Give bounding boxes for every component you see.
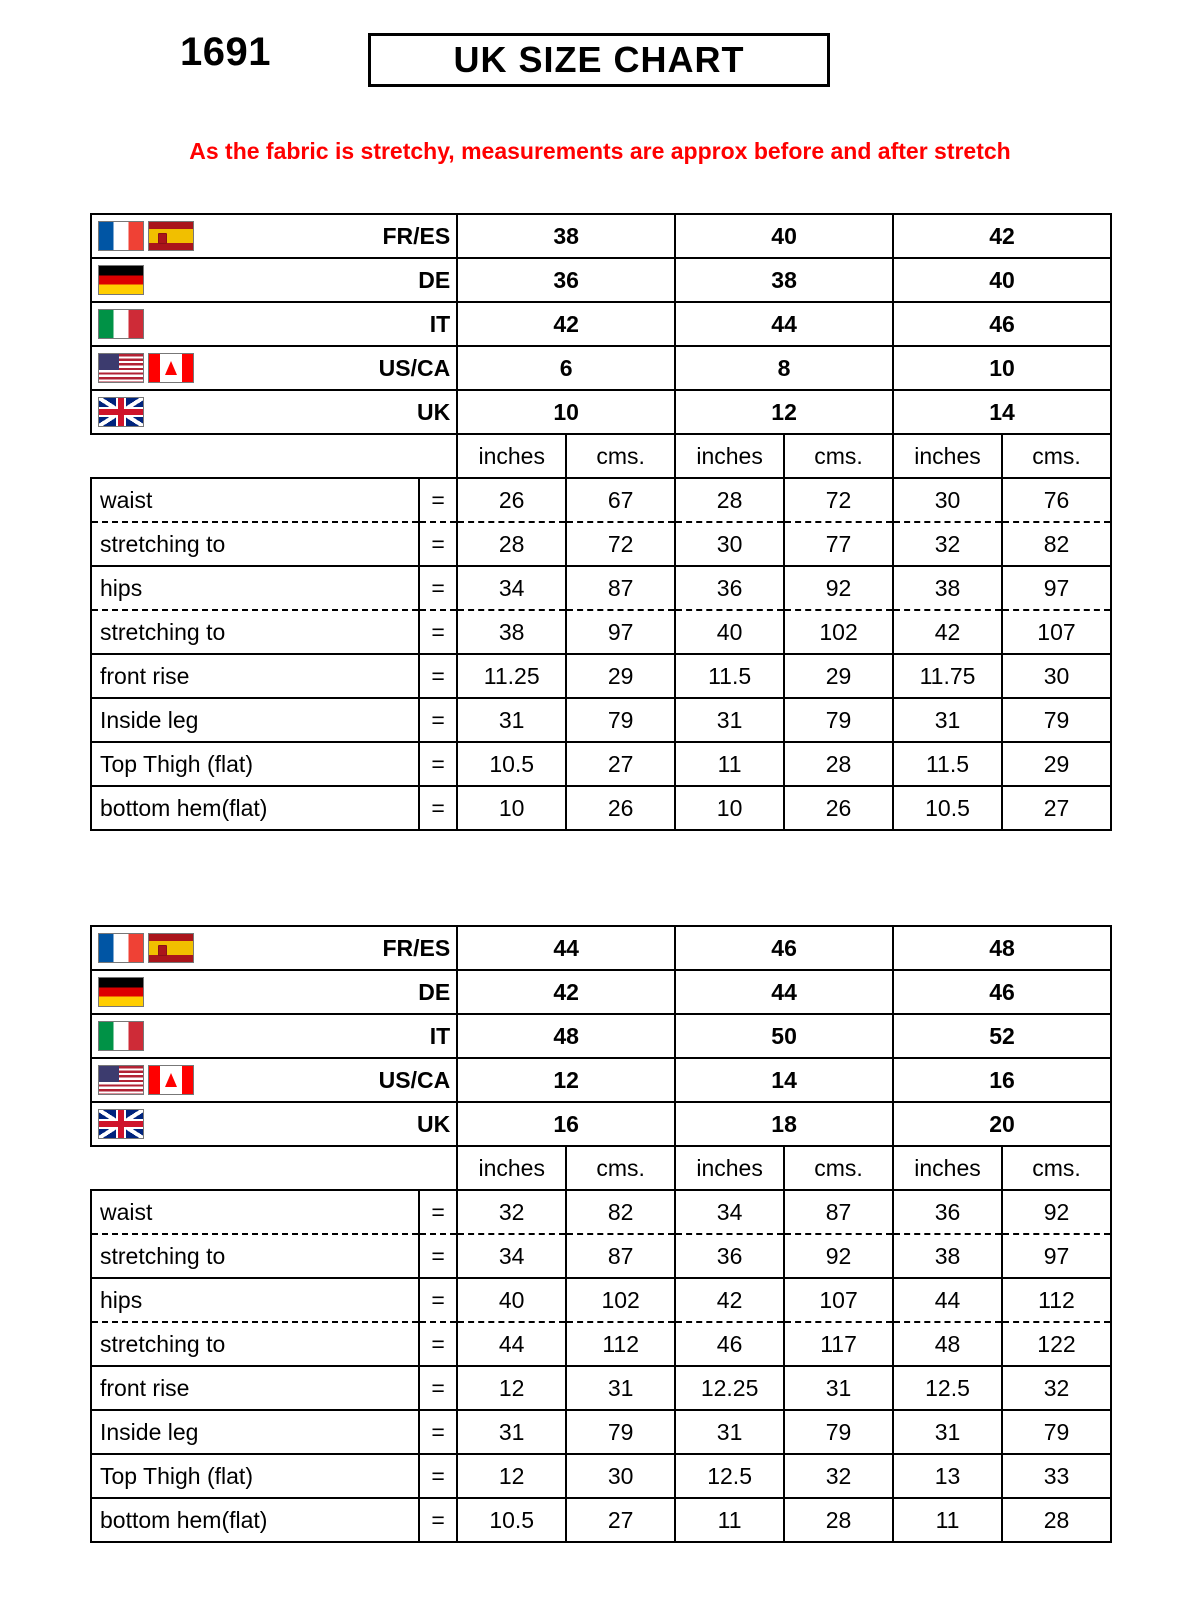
units-row bbox=[91, 1146, 1111, 1190]
measurement-label: hips bbox=[91, 566, 419, 610]
measurement-inches: 28 bbox=[675, 478, 784, 522]
measurement-label: stretching to bbox=[91, 1322, 419, 1366]
size-value-cell: 10 bbox=[893, 346, 1111, 390]
measurement-cms: 117 bbox=[784, 1322, 893, 1366]
measurement-label: waist bbox=[91, 478, 419, 522]
size-value-cell: 14 bbox=[675, 1058, 893, 1102]
flag-canada-icon bbox=[148, 1065, 194, 1095]
region-label-cell bbox=[91, 346, 457, 390]
flag-uk-icon bbox=[98, 397, 144, 427]
measurement-row bbox=[91, 1498, 1111, 1542]
measurement-inches: 11.5 bbox=[893, 742, 1002, 786]
size-value-cell: 38 bbox=[457, 214, 675, 258]
measurement-cms: 107 bbox=[1002, 610, 1111, 654]
measurement-label: front rise bbox=[91, 1366, 419, 1410]
size-value-cell: 40 bbox=[675, 214, 893, 258]
unit-header-inches: inches bbox=[675, 1146, 784, 1190]
measurement-inches: 12 bbox=[457, 1454, 566, 1498]
measurement-cms: 92 bbox=[1002, 1190, 1111, 1234]
region-row-de bbox=[91, 258, 1111, 302]
equals-symbol: = bbox=[419, 786, 457, 830]
region-flags bbox=[98, 1103, 144, 1145]
measurement-label: Top Thigh (flat) bbox=[91, 1454, 419, 1498]
measurement-cms: 87 bbox=[566, 566, 675, 610]
flag-italy-icon bbox=[98, 309, 144, 339]
size-value-cell: 44 bbox=[675, 302, 893, 346]
measurement-cms: 92 bbox=[784, 566, 893, 610]
measurement-cms: 112 bbox=[1002, 1278, 1111, 1322]
measurement-cms: 79 bbox=[566, 1410, 675, 1454]
measurement-inches: 46 bbox=[675, 1322, 784, 1366]
equals-symbol: = bbox=[419, 566, 457, 610]
measurement-label: Inside leg bbox=[91, 1410, 419, 1454]
measurement-inches: 31 bbox=[893, 698, 1002, 742]
stretch-notice: As the fabric is stretchy, measurements are approx before and after stretch bbox=[189, 138, 1011, 164]
measurement-cms: 77 bbox=[784, 522, 893, 566]
measurement-cms: 87 bbox=[784, 1190, 893, 1234]
measurement-cms: 72 bbox=[566, 522, 675, 566]
size-value-cell: 44 bbox=[457, 926, 675, 970]
measurement-cms: 28 bbox=[784, 1498, 893, 1542]
measurement-cms: 112 bbox=[566, 1322, 675, 1366]
region-row-fr-es bbox=[91, 214, 1111, 258]
size-value-cell: 8 bbox=[675, 346, 893, 390]
measurement-row bbox=[91, 1366, 1111, 1410]
region-label-text: UK bbox=[416, 398, 451, 425]
region-row-it bbox=[91, 1014, 1111, 1058]
measurement-row bbox=[91, 698, 1111, 742]
size-value-cell: 16 bbox=[457, 1102, 675, 1146]
unit-header-cms: cms. bbox=[566, 434, 675, 478]
measurement-cms: 26 bbox=[566, 786, 675, 830]
measurement-cms: 28 bbox=[1002, 1498, 1111, 1542]
measurement-inches: 36 bbox=[893, 1190, 1002, 1234]
equals-symbol: = bbox=[419, 1234, 457, 1278]
measurement-row bbox=[91, 786, 1111, 830]
measurement-cms: 79 bbox=[784, 1410, 893, 1454]
unit-header-cms: cms. bbox=[1002, 434, 1111, 478]
measurement-cms: 72 bbox=[784, 478, 893, 522]
measurement-cms: 107 bbox=[784, 1278, 893, 1322]
measurement-cms: 31 bbox=[784, 1366, 893, 1410]
measurement-inches: 42 bbox=[893, 610, 1002, 654]
region-flags bbox=[98, 215, 194, 257]
measurement-cms: 30 bbox=[566, 1454, 675, 1498]
equals-symbol: = bbox=[419, 1322, 457, 1366]
measurement-cms: 79 bbox=[566, 698, 675, 742]
measurement-row bbox=[91, 1234, 1111, 1278]
measurement-row bbox=[91, 1454, 1111, 1498]
measurement-inches: 12.25 bbox=[675, 1366, 784, 1410]
measurement-row bbox=[91, 742, 1111, 786]
measurement-label: Top Thigh (flat) bbox=[91, 742, 419, 786]
measurement-cms: 32 bbox=[1002, 1366, 1111, 1410]
region-label-text: IT bbox=[429, 1022, 451, 1049]
measurement-inches: 38 bbox=[457, 610, 566, 654]
region-label-cell bbox=[91, 302, 457, 346]
measurement-inches: 32 bbox=[893, 522, 1002, 566]
document-number: 1691 bbox=[180, 30, 271, 74]
measurement-inches: 44 bbox=[457, 1322, 566, 1366]
unit-header-inches: inches bbox=[457, 1146, 566, 1190]
region-label-text: US/CA bbox=[378, 1066, 451, 1093]
measurement-cms: 27 bbox=[1002, 786, 1111, 830]
region-label-text: IT bbox=[429, 310, 451, 337]
measurement-cms: 82 bbox=[566, 1190, 675, 1234]
unit-header-cms: cms. bbox=[566, 1146, 675, 1190]
region-flags bbox=[98, 347, 194, 389]
measurement-inches: 38 bbox=[893, 566, 1002, 610]
flag-canada-icon bbox=[148, 353, 194, 383]
size-value-cell: 12 bbox=[675, 390, 893, 434]
measurement-label: waist bbox=[91, 1190, 419, 1234]
measurement-inches: 11.75 bbox=[893, 654, 1002, 698]
unit-header-inches: inches bbox=[893, 1146, 1002, 1190]
measurement-cms: 97 bbox=[1002, 566, 1111, 610]
measurement-cms: 97 bbox=[566, 610, 675, 654]
measurement-inches: 40 bbox=[675, 610, 784, 654]
region-label-text: FR/ES bbox=[382, 222, 451, 249]
flag-germany-icon bbox=[98, 977, 144, 1007]
measurement-cms: 82 bbox=[1002, 522, 1111, 566]
unit-header-inches: inches bbox=[893, 434, 1002, 478]
measurement-label: Inside leg bbox=[91, 698, 419, 742]
flag-uk-icon bbox=[98, 1109, 144, 1139]
flag-france-icon bbox=[98, 221, 144, 251]
region-flags bbox=[98, 303, 144, 345]
measurement-inches: 34 bbox=[457, 1234, 566, 1278]
measurement-inches: 11 bbox=[675, 742, 784, 786]
size-chart-block-2 bbox=[90, 925, 1112, 1543]
equals-symbol: = bbox=[419, 654, 457, 698]
measurement-inches: 10.5 bbox=[457, 1498, 566, 1542]
measurement-inches: 12 bbox=[457, 1366, 566, 1410]
region-label-cell bbox=[91, 1102, 457, 1146]
measurement-inches: 34 bbox=[675, 1190, 784, 1234]
region-label-cell bbox=[91, 1058, 457, 1102]
measurement-inches: 12.5 bbox=[675, 1454, 784, 1498]
measurement-inches: 13 bbox=[893, 1454, 1002, 1498]
measurement-cms: 27 bbox=[566, 742, 675, 786]
region-row-uk bbox=[91, 390, 1111, 434]
measurement-cms: 102 bbox=[784, 610, 893, 654]
measurement-cms: 87 bbox=[566, 1234, 675, 1278]
measurement-inches: 36 bbox=[675, 1234, 784, 1278]
size-table bbox=[90, 213, 1112, 831]
flag-spain-icon bbox=[148, 221, 194, 251]
size-value-cell: 52 bbox=[893, 1014, 1111, 1058]
units-row-spacer bbox=[91, 1146, 457, 1190]
region-flags bbox=[98, 971, 144, 1013]
measurement-cms: 28 bbox=[784, 742, 893, 786]
measurement-inches: 26 bbox=[457, 478, 566, 522]
measurement-row bbox=[91, 1190, 1111, 1234]
equals-symbol: = bbox=[419, 610, 457, 654]
measurement-cms: 29 bbox=[1002, 742, 1111, 786]
equals-symbol: = bbox=[419, 522, 457, 566]
measurement-label: bottom hem(flat) bbox=[91, 1498, 419, 1542]
measurement-cms: 29 bbox=[784, 654, 893, 698]
region-label-cell bbox=[91, 970, 457, 1014]
equals-symbol: = bbox=[419, 1498, 457, 1542]
measurement-inches: 32 bbox=[457, 1190, 566, 1234]
measurement-cms: 102 bbox=[566, 1278, 675, 1322]
equals-symbol: = bbox=[419, 1190, 457, 1234]
measurement-inches: 34 bbox=[457, 566, 566, 610]
measurement-inches: 31 bbox=[675, 1410, 784, 1454]
region-flags bbox=[98, 1015, 144, 1057]
equals-symbol: = bbox=[419, 1410, 457, 1454]
flag-spain-icon bbox=[148, 933, 194, 963]
flag-usa-icon bbox=[98, 1065, 144, 1095]
measurement-inches: 11.5 bbox=[675, 654, 784, 698]
size-value-cell: 36 bbox=[457, 258, 675, 302]
measurement-row bbox=[91, 566, 1111, 610]
unit-header-cms: cms. bbox=[784, 1146, 893, 1190]
size-value-cell: 10 bbox=[457, 390, 675, 434]
measurement-inches: 10.5 bbox=[457, 742, 566, 786]
measurement-label: hips bbox=[91, 1278, 419, 1322]
measurement-label: stretching to bbox=[91, 522, 419, 566]
measurement-label: stretching to bbox=[91, 610, 419, 654]
size-value-cell: 14 bbox=[893, 390, 1111, 434]
measurement-cms: 33 bbox=[1002, 1454, 1111, 1498]
measurement-cms: 27 bbox=[566, 1498, 675, 1542]
measurement-row bbox=[91, 1322, 1111, 1366]
region-row-fr-es bbox=[91, 926, 1111, 970]
size-value-cell: 40 bbox=[893, 258, 1111, 302]
region-flags bbox=[98, 259, 144, 301]
unit-header-inches: inches bbox=[457, 434, 566, 478]
region-label-text: US/CA bbox=[378, 354, 451, 381]
flag-france-icon bbox=[98, 933, 144, 963]
region-label-cell bbox=[91, 258, 457, 302]
size-value-cell: 42 bbox=[457, 970, 675, 1014]
size-value-cell: 16 bbox=[893, 1058, 1111, 1102]
measurement-inches: 40 bbox=[457, 1278, 566, 1322]
units-row bbox=[91, 434, 1111, 478]
measurement-row bbox=[91, 1410, 1111, 1454]
region-label-text: FR/ES bbox=[382, 934, 451, 961]
measurement-cms: 79 bbox=[784, 698, 893, 742]
region-label-cell bbox=[91, 1014, 457, 1058]
unit-header-inches: inches bbox=[675, 434, 784, 478]
measurement-label: bottom hem(flat) bbox=[91, 786, 419, 830]
measurement-cms: 79 bbox=[1002, 1410, 1111, 1454]
measurement-inches: 30 bbox=[675, 522, 784, 566]
measurement-inches: 44 bbox=[893, 1278, 1002, 1322]
size-value-cell: 48 bbox=[893, 926, 1111, 970]
measurement-inches: 10.5 bbox=[893, 786, 1002, 830]
measurement-inches: 11 bbox=[675, 1498, 784, 1542]
region-flags bbox=[98, 391, 144, 433]
size-value-cell: 50 bbox=[675, 1014, 893, 1058]
region-row-de bbox=[91, 970, 1111, 1014]
measurement-label: front rise bbox=[91, 654, 419, 698]
equals-symbol: = bbox=[419, 1278, 457, 1322]
units-row-spacer bbox=[91, 434, 457, 478]
size-value-cell: 42 bbox=[893, 214, 1111, 258]
measurement-inches: 36 bbox=[675, 566, 784, 610]
region-row-us-ca bbox=[91, 1058, 1111, 1102]
size-value-cell: 44 bbox=[675, 970, 893, 1014]
measurement-inches: 31 bbox=[457, 1410, 566, 1454]
region-row-it bbox=[91, 302, 1111, 346]
region-row-us-ca bbox=[91, 346, 1111, 390]
measurement-row bbox=[91, 478, 1111, 522]
measurement-inches: 48 bbox=[893, 1322, 1002, 1366]
unit-header-cms: cms. bbox=[784, 434, 893, 478]
size-value-cell: 12 bbox=[457, 1058, 675, 1102]
region-label-text: DE bbox=[418, 266, 451, 293]
equals-symbol: = bbox=[419, 478, 457, 522]
flag-italy-icon bbox=[98, 1021, 144, 1051]
equals-symbol: = bbox=[419, 698, 457, 742]
measurement-row bbox=[91, 654, 1111, 698]
size-value-cell: 38 bbox=[675, 258, 893, 302]
measurement-cms: 29 bbox=[566, 654, 675, 698]
size-chart-block-1 bbox=[90, 213, 1112, 831]
measurement-label: stretching to bbox=[91, 1234, 419, 1278]
measurement-inches: 31 bbox=[893, 1410, 1002, 1454]
measurement-row bbox=[91, 522, 1111, 566]
measurement-inches: 38 bbox=[893, 1234, 1002, 1278]
region-label-cell bbox=[91, 390, 457, 434]
size-value-cell: 20 bbox=[893, 1102, 1111, 1146]
measurement-cms: 30 bbox=[1002, 654, 1111, 698]
size-value-cell: 18 bbox=[675, 1102, 893, 1146]
size-value-cell: 46 bbox=[675, 926, 893, 970]
measurement-cms: 92 bbox=[784, 1234, 893, 1278]
measurement-inches: 10 bbox=[675, 786, 784, 830]
region-flags bbox=[98, 927, 194, 969]
size-value-cell: 48 bbox=[457, 1014, 675, 1058]
measurement-inches: 30 bbox=[893, 478, 1002, 522]
measurement-cms: 122 bbox=[1002, 1322, 1111, 1366]
region-label-text: UK bbox=[416, 1110, 451, 1137]
size-value-cell: 46 bbox=[893, 302, 1111, 346]
measurement-cms: 67 bbox=[566, 478, 675, 522]
measurement-inches: 31 bbox=[675, 698, 784, 742]
equals-symbol: = bbox=[419, 1454, 457, 1498]
measurement-cms: 31 bbox=[566, 1366, 675, 1410]
measurement-cms: 32 bbox=[784, 1454, 893, 1498]
measurement-inches: 31 bbox=[457, 698, 566, 742]
size-value-cell: 46 bbox=[893, 970, 1111, 1014]
region-flags bbox=[98, 1059, 194, 1101]
region-label-cell bbox=[91, 214, 457, 258]
measurement-inches: 12.5 bbox=[893, 1366, 1002, 1410]
equals-symbol: = bbox=[419, 1366, 457, 1410]
flag-germany-icon bbox=[98, 265, 144, 295]
measurement-inches: 11.25 bbox=[457, 654, 566, 698]
region-label-cell bbox=[91, 926, 457, 970]
equals-symbol: = bbox=[419, 742, 457, 786]
measurement-cms: 97 bbox=[1002, 1234, 1111, 1278]
measurement-inches: 11 bbox=[893, 1498, 1002, 1542]
page-title: UK SIZE CHART bbox=[453, 39, 745, 80]
flag-usa-icon bbox=[98, 353, 144, 383]
measurement-cms: 76 bbox=[1002, 478, 1111, 522]
measurement-row bbox=[91, 610, 1111, 654]
measurement-inches: 10 bbox=[457, 786, 566, 830]
measurement-inches: 28 bbox=[457, 522, 566, 566]
region-row-uk bbox=[91, 1102, 1111, 1146]
measurement-cms: 79 bbox=[1002, 698, 1111, 742]
measurement-row bbox=[91, 1278, 1111, 1322]
region-label-text: DE bbox=[418, 978, 451, 1005]
chart-title-box bbox=[368, 33, 830, 87]
measurement-cms: 26 bbox=[784, 786, 893, 830]
measurement-inches: 42 bbox=[675, 1278, 784, 1322]
unit-header-cms: cms. bbox=[1002, 1146, 1111, 1190]
size-value-cell: 6 bbox=[457, 346, 675, 390]
size-value-cell: 42 bbox=[457, 302, 675, 346]
size-table bbox=[90, 925, 1112, 1543]
